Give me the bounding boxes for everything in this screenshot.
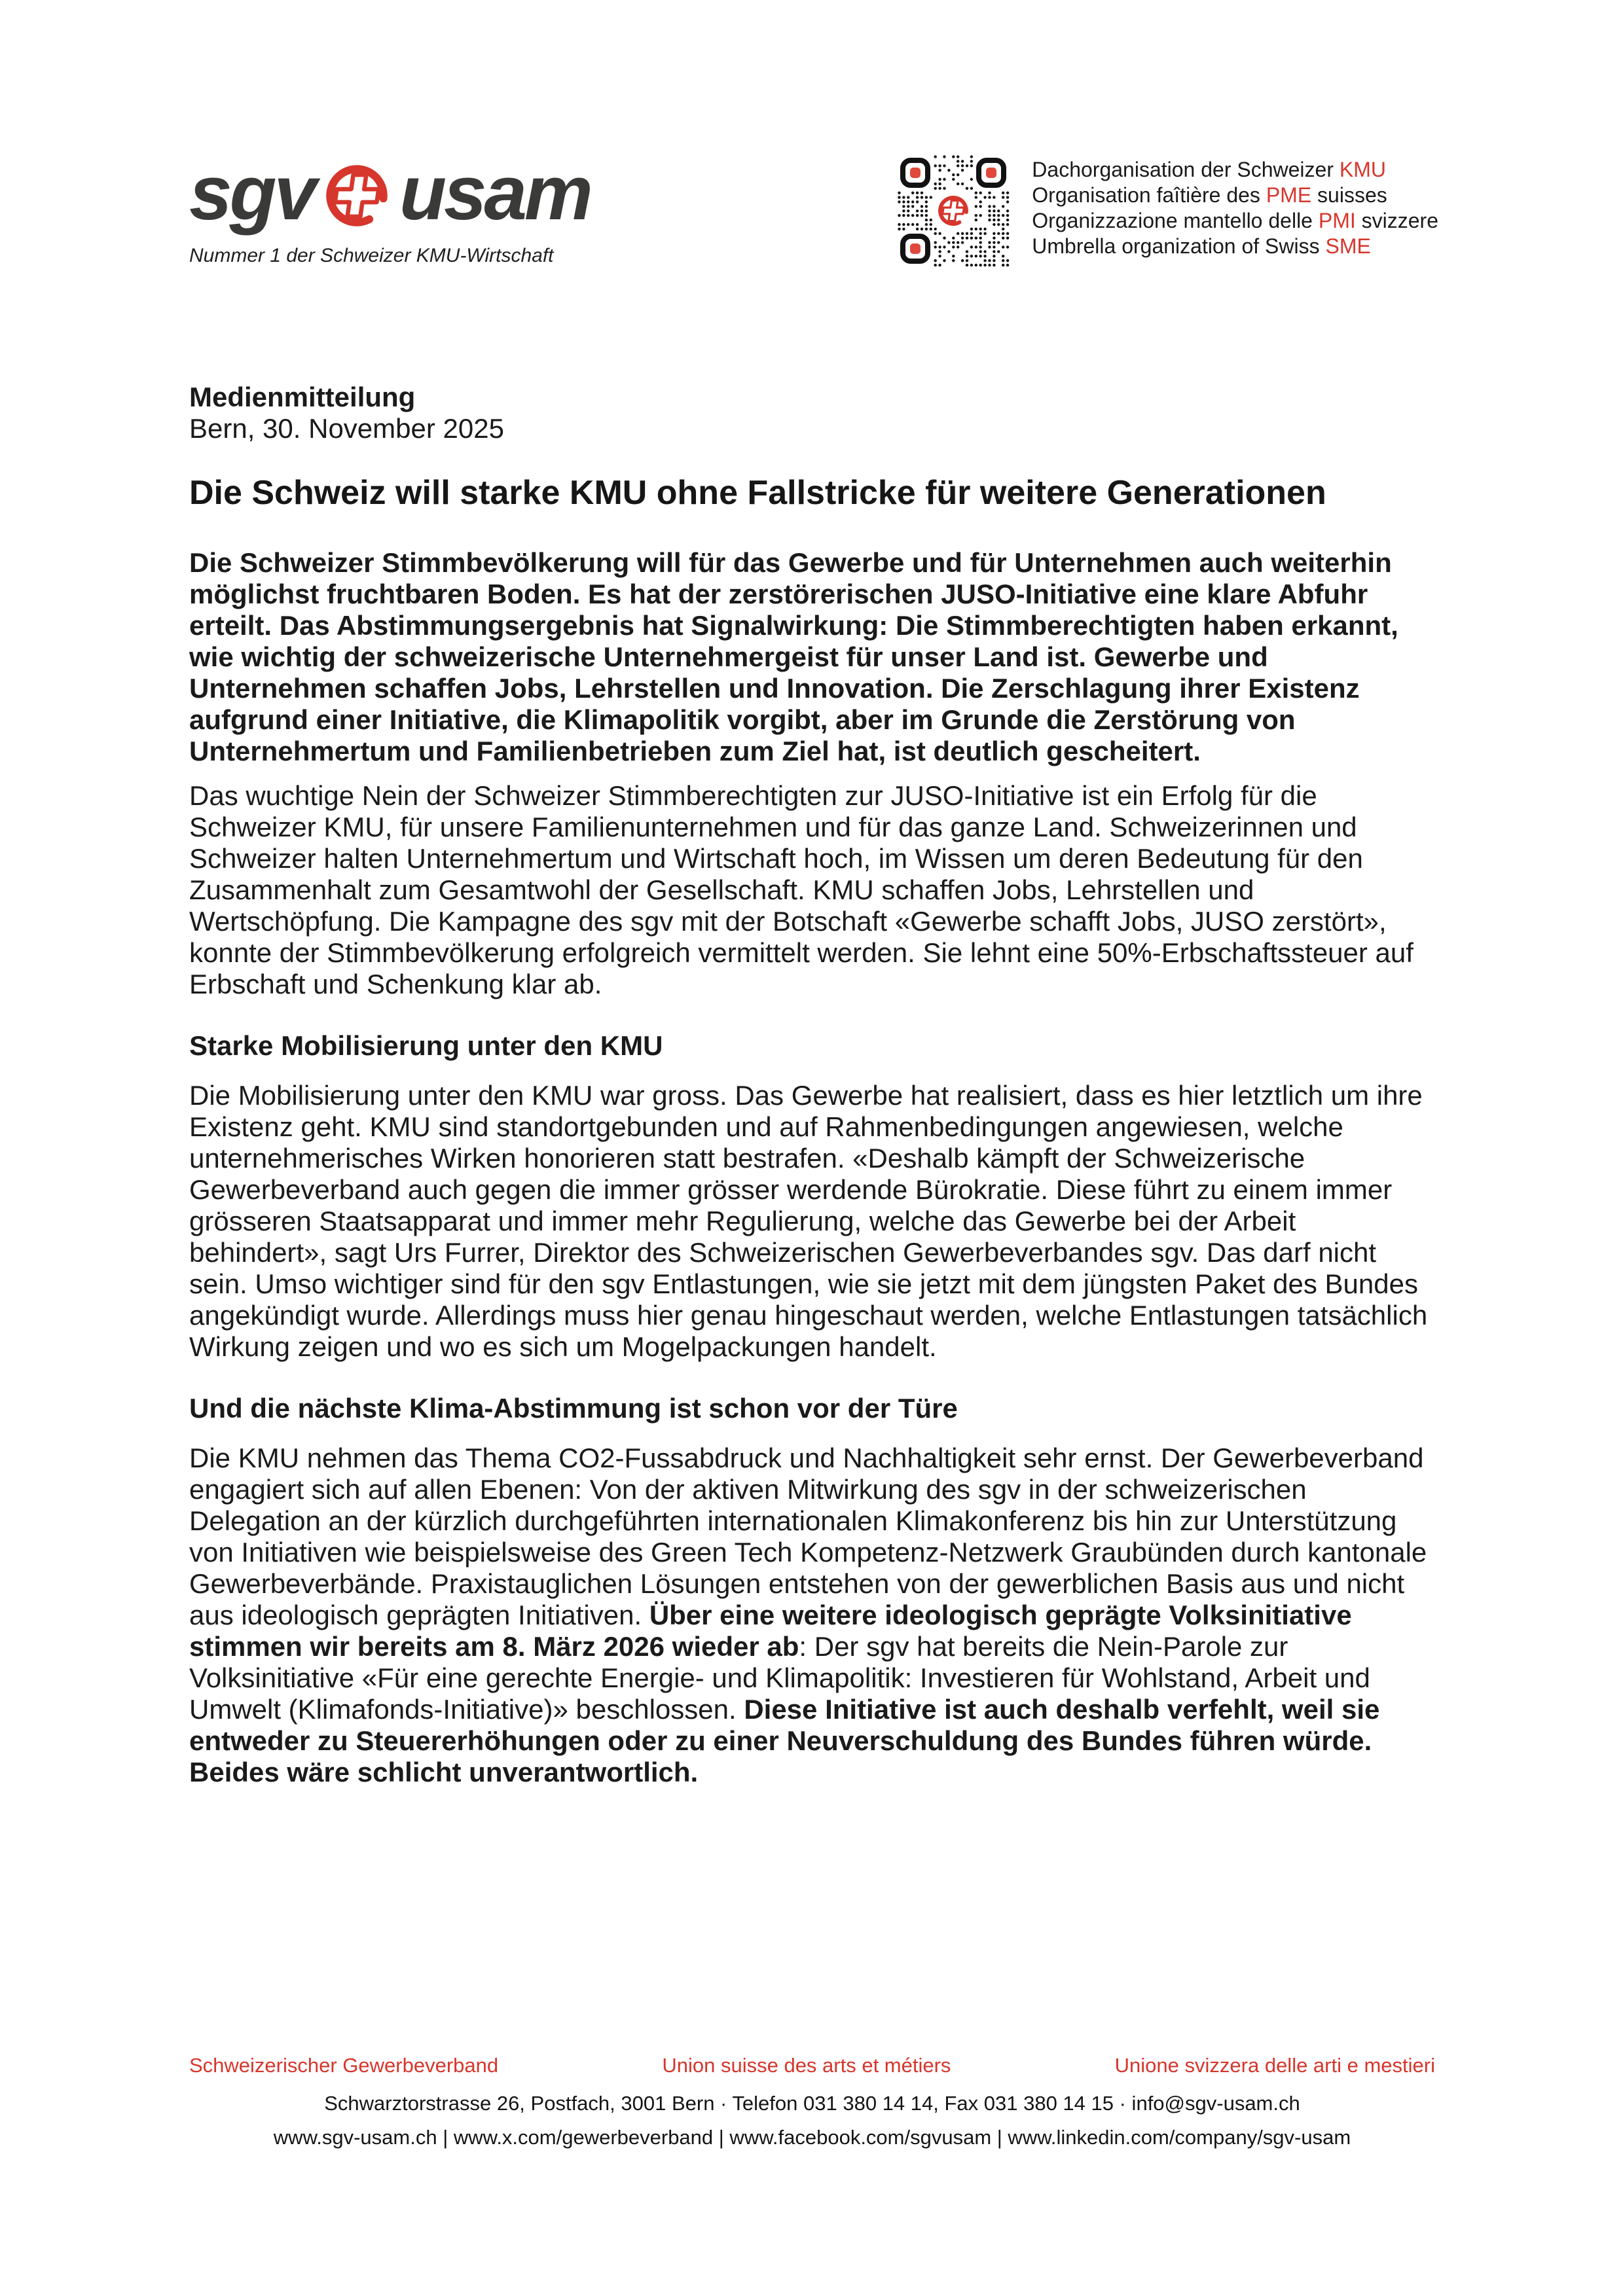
footer [189, 2054, 1435, 2149]
org-line-highlight: PMI [1318, 209, 1356, 232]
org-line: Dachorganisation der Schweizer KMU [1032, 158, 1386, 181]
article-body [189, 547, 1435, 1801]
org-line-highlight: SME [1325, 234, 1371, 258]
document-kind: Medienmitteilung [189, 382, 416, 412]
org-line-highlight: KMU [1339, 158, 1386, 181]
header [189, 150, 1438, 267]
footer-org-de: Schweizerischer Gewerbeverband [189, 2054, 499, 2077]
footer-org-names [189, 2054, 1435, 2077]
footer-org-fr: Union suisse des arts et métiers [662, 2054, 951, 2077]
org-line: Umbrella organization of Swiss SME [1032, 234, 1371, 258]
org-line: Organisation faîtière des PME suisses [1032, 183, 1387, 207]
page-title: Die Schweiz will starke KMU ohne Fallstricke für weitere Generationen [189, 474, 1326, 512]
footer-links: www.sgv-usam.ch | www.x.com/gewerbeverband | www.facebook.com/sgvusam | www.linkedin.com/company/sgv-usam [273, 2126, 1351, 2149]
swiss-cross-at-icon [321, 160, 393, 232]
org-line: Organizzazione mantello delle PMI svizzere [1032, 209, 1438, 232]
footer-address: Schwarztorstrasse 26, Postfach, 3001 Bern · Telefon 031 380 14 14, Fax 031 380 14 15 · info@sgv-usam.ch [324, 2092, 1300, 2115]
wordmark-usam: usam [399, 150, 591, 236]
sections [189, 780, 1435, 1788]
qr-code [897, 154, 1010, 267]
lead-paragraph: Die Schweizer Stimmbevölkerung will für das Gewerbe und für Unternehmen auch weiterhin möglichst fruchtbaren Boden. Es hat der zerstörerischen JUSO-Initiative eine klare Abfuhr erteilt. Das Abstimmungsergebnis hat Signalwirkung: Die Stimmberechtigten haben erkannt, wie wichtig der schweizerische Unternehmergeist für unser Land ist. Gewerbe und Unternehmen schaffen Jobs, Lehrstellen und Innovation. Die Zerschlagung ihrer Existenz aufgrund einer Initiative, die Klimapolitik vorgibt, aber im Grunde die Zerstörung von Unternehmertum und Familienbetrieben zum Ziel hat, ist deutlich gescheitert. [189, 547, 1398, 766]
dateline: Bern, 30. November 2025 [189, 413, 504, 444]
org-block [897, 154, 1438, 267]
brand-tagline: Nummer 1 der Schweizer KMU-Wirtschaft [189, 245, 554, 266]
org-descriptions [1032, 154, 1438, 259]
body-paragraph: Das wuchtige Nein der Schweizer Stimmberechtigten zur JUSO-Initiative ist ein Erfolg für die Schweizer KMU, für unsere Familienunternehmen und für das ganze Land. Schweizerinnen und Schweizer halten Unternehmertum und Wirtschaft hoch, im Wissen um deren Bedeutung für den Zusammenhalt zum Gesamtwohl der Gesellschaft. KMU schaffen Jobs, Lehrstellen und Wertschöpfung. Die Kampagne des sgv mit der Botschaft «Gewerbe schafft Jobs, JUSO zerstört», konnte der Stimmbevölkerung erfolgreich vermittelt werden. Sie lehnt eine 50%-Erbschaftssteuer auf Erbschaft und Schenkung klar ab. [189, 780, 1413, 999]
body-paragraph: Die Mobilisierung unter den KMU war gross. Das Gewerbe hat realisiert, dass es hier letztlich um ihre Existenz geht. KMU sind standortgebunden und auf Rahmenbedingungen angewiesen, welche unternehmerisches Wirken honorieren statt bestrafen. «Deshalb kämpft der Schweizerische Gewerbeverband auch gegen die immer grösser werdende Bürokratie. Diese führt zu einem immer grösseren Staatsapparat und immer mehr Regulierung, welche das Gewerbe bei der Arbeit behindert», sagt Urs Furrer, Direktor des Schweizerischen Gewerbeverbandes sgv. Das darf nicht sein. Umso wichtiger sind für den sgv Entlastungen, wie sie jetzt mit dem jüngsten Paket des Bundes angekündigt wurde. Allerdings muss hier genau hingeschaut werden, welche Entlastungen tatsächlich Wirkung zeigen und wo es sich um Mogelpackungen handelt. [189, 1080, 1428, 1362]
brand-logo [189, 150, 591, 267]
sgv-usam-wordmark [189, 150, 591, 236]
body-paragraph: Die KMU nehmen das Thema CO2-Fussabdruck und Nachhaltigkeit sehr ernst. Der Gewerbeverband engagiert sich auf allen Ebenen: Von der aktiven Mitwirkung des sgv in der schweizerischen Delegation an der kürzlich durchgeführten internationalen Klimakonferenz bis hin zur Unterstützung von Initiativen wie beispielsweise des Green Tech Kompetenz-Netzwerk Graubünden durch kantonale Gewerbeverbände. Praxistauglichen Lösungen entstehen von der gewerblichen Basis aus und nicht aus ideologisch geprägten Initiativen. Über eine weitere ideologisch geprägte Volksinitiative stimmen wir bereits am 8. März 2026 wieder ab: Der sgv hat bereits die Nein-Parole zur Volksinitiative «Für eine gerechte Energie- und Klimapolitik: Investieren für Wohlstand, Arbeit und Umwelt (Klimafonds-Initiative)» beschlossen. Diese Initiative ist auch deshalb verfehlt, weil sie entweder zu Steuererhöhungen oder zu einer Neuverschuldung des Bundes führen würde. Beides wäre schlicht unverantwortlich. [189, 1443, 1427, 1787]
footer-org-it: Unione svizzera delle arti e mestieri [1114, 2054, 1435, 2077]
org-line-highlight: PME [1266, 183, 1312, 207]
section-heading: Und die nächste Klima-Abstimmung ist schon vor der Türe [189, 1393, 958, 1424]
meta-block [189, 382, 504, 444]
wordmark-sgv: sgv [189, 150, 314, 236]
section-heading: Starke Mobilisierung unter den KMU [189, 1030, 663, 1061]
